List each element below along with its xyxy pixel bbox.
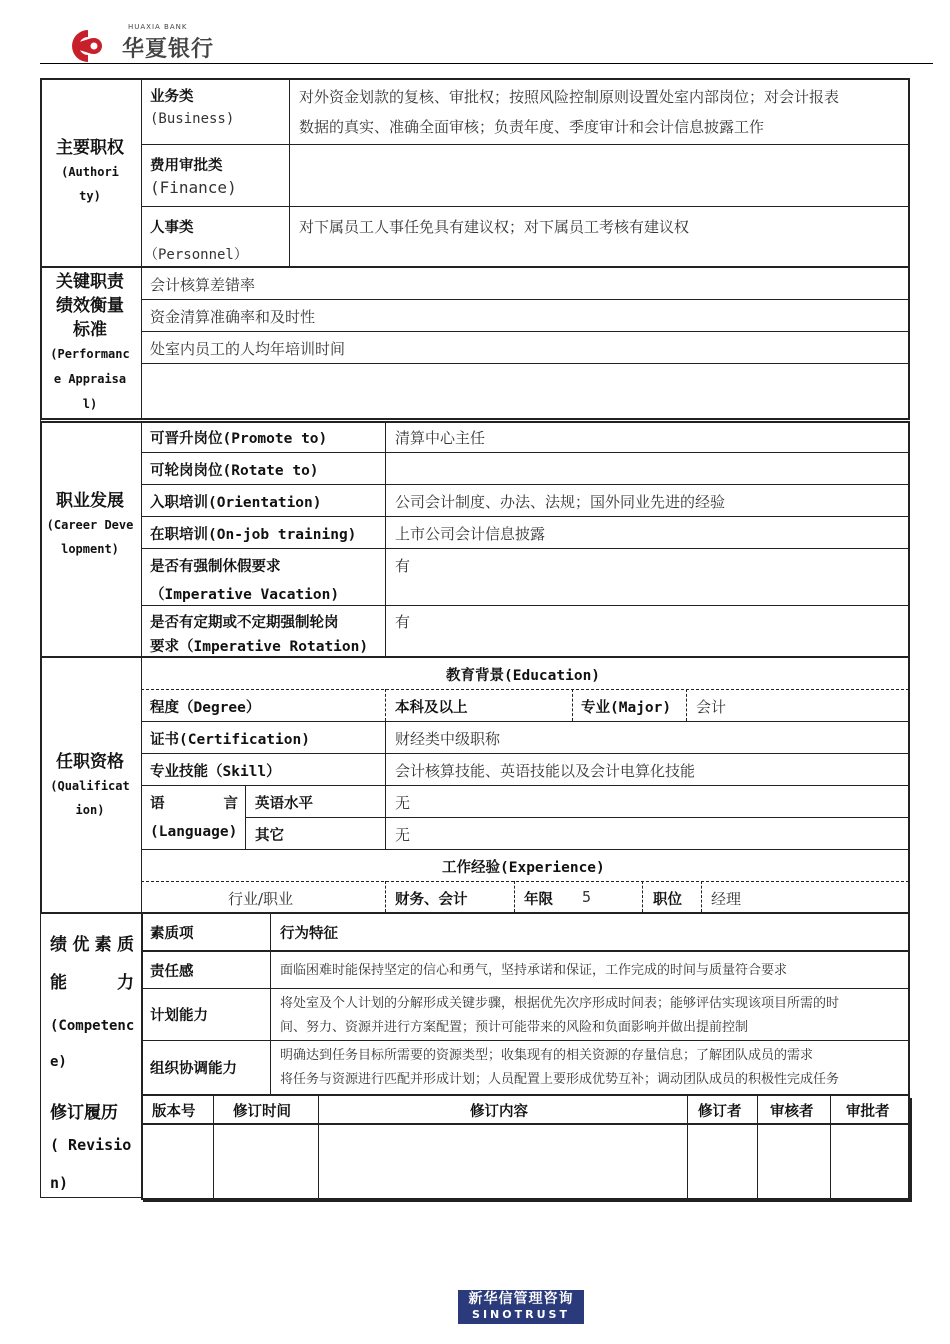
skill-label: 专业技能（Skill） — [150, 764, 281, 780]
sinotrust-logo — [458, 1290, 584, 1324]
bank-logo — [70, 23, 240, 66]
kpi-item: 会计核算差错率 — [150, 276, 256, 294]
competency-label-2: 能 力 — [50, 973, 134, 993]
degree-value: 本科及以上 — [395, 700, 468, 716]
kpi-item: 资金清算准确率和及时性 — [150, 308, 316, 326]
competency-label-en: (Competence) — [50, 1018, 135, 1070]
revision-col-content: 修订内容 — [470, 1104, 528, 1120]
vacation-value: 有 — [395, 557, 411, 575]
revision-col-reviser: 修订者 — [698, 1104, 742, 1120]
vacation-label: 是否有强制休假要求 — [150, 559, 281, 575]
orientation-value: 公司会计制度、办法、法规；国外同业先进的经验 — [395, 493, 726, 511]
kpi-item: 处室内员工的人均年培训时间 — [150, 340, 346, 358]
personnel-category: 人事类 — [150, 220, 194, 236]
bank-name-en: HUAXIA BANK — [128, 23, 188, 31]
business-category-en: (Business) — [150, 111, 235, 127]
rotation-label: 是否有定期或不定期强制轮岗 — [150, 615, 339, 631]
certification-value: 财经类中级职称 — [395, 730, 501, 748]
certification-label: 证书(Certification) — [150, 732, 310, 748]
huaxia-bank-icon — [70, 26, 116, 66]
authority-section — [40, 78, 910, 268]
revision-label-en: ( Revision) — [50, 1136, 132, 1192]
competency-behavior: 将处室及个人计划的分解形成关键步骤，根据优先次序形成时间表；能够评估实现该项目所需的时 — [280, 996, 840, 1011]
bank-name: 华夏银行 — [122, 37, 215, 62]
kpi-section — [40, 268, 910, 420]
revision-col-time: 修订时间 — [233, 1104, 291, 1120]
revision-col-reviewer: 审核者 — [770, 1104, 814, 1120]
vacation-label-en: （Imperative Vacation) — [150, 587, 340, 603]
degree-label: 程度（Degree） — [150, 700, 261, 716]
revision-col-version: 版本号 — [152, 1104, 196, 1120]
years-label: 年限 — [524, 892, 553, 908]
qualification-label: 任职资格 (Qualification) — [50, 752, 130, 817]
onjob-training-label: 在职培训(On-job training) — [150, 527, 357, 543]
major-value: 会计 — [696, 698, 727, 716]
promote-to-label: 可晋升岗位(Promote to) — [150, 431, 328, 447]
kpi-label: 关键职责绩效衡量标准 (Performance Appraisal) — [50, 272, 130, 411]
footer-company-en: SINOTRUST — [472, 1308, 570, 1321]
industry-value: 财务、会计 — [395, 892, 468, 908]
promote-to-value: 清算中心主任 — [395, 429, 486, 447]
business-desc-line1: 对外资金划款的复核、审批权；按照风险控制原则设置处室内部岗位；对会计报表 — [299, 88, 840, 106]
years-value: 5 — [582, 888, 592, 906]
english-level-label: 英语水平 — [255, 796, 313, 812]
competency-item: 组织协调能力 — [150, 1061, 237, 1077]
qualification-section — [40, 658, 910, 914]
competency-item-header: 素质项 — [150, 926, 194, 942]
orientation-label: 入职培训(Orientation) — [150, 495, 322, 511]
major-label: 专业(Major) — [581, 700, 672, 716]
career-section — [40, 421, 910, 658]
competency-behavior: 面临困难时能保持坚定的信心和勇气，坚持承诺和保证，工作完成的时间与质量符合要求 — [280, 963, 788, 978]
business-category: 业务类 — [150, 89, 194, 105]
onjob-training-value: 上市公司会计信息披露 — [395, 525, 546, 543]
competency-behavior: 间、努力、资源并进行方案配置；预计可能带来的风险和负面影响并做出提前控制 — [280, 1020, 749, 1035]
competency-item: 计划能力 — [150, 1008, 208, 1024]
personnel-category-en: （Personnel） — [144, 247, 248, 263]
rotation-value: 有 — [395, 613, 411, 631]
industry-label: 行业/职业 — [228, 890, 294, 908]
authority-label: 主要职权 (Authority) — [56, 138, 124, 203]
language-label-en: (Language) — [150, 824, 238, 840]
english-level-value: 无 — [395, 794, 411, 812]
competency-behavior-header: 行为特征 — [280, 926, 338, 942]
skill-value: 会计核算技能、英语技能以及会计电算化技能 — [395, 762, 696, 780]
competency-label-1: 绩优素质 — [50, 935, 134, 955]
other-language-value: 无 — [395, 826, 411, 844]
education-title: 教育背景(Education) — [446, 668, 601, 684]
revision-section — [40, 1096, 910, 1202]
competency-behavior: 将任务与资源进行匹配并形成计划；人员配置上要形成优势互补；调动团队成员的积极性完成任务 — [280, 1072, 840, 1087]
header-rule — [40, 63, 933, 64]
competency-section — [40, 914, 910, 1096]
competency-behavior: 明确达到任务目标所需要的资源类型；收集现有的相关资源的存量信息；了解团队成员的需求 — [280, 1048, 814, 1063]
competency-item: 责任感 — [150, 964, 194, 980]
business-desc-line2: 数据的真实、准确全面审核；负责年度、季度审计和会计信息披露工作 — [299, 118, 765, 136]
personnel-desc: 对下属员工人事任免具有建议权；对下属员工考核有建议权 — [299, 218, 690, 236]
revision-label: 修订履历 — [50, 1103, 118, 1123]
rotation-label-en: 要求（Imperative Rotation) — [150, 639, 369, 655]
position-label: 职位 — [653, 892, 682, 908]
position-value: 经理 — [711, 890, 742, 908]
rotate-to-label: 可轮岗岗位(Rotate to) — [150, 463, 319, 479]
career-label: 职业发展 (Career Development) — [46, 491, 134, 556]
language-label: 语 言 — [150, 796, 238, 812]
footer-company-cn: 新华信管理咨询 — [468, 1291, 574, 1307]
revision-col-approver: 审批者 — [846, 1104, 890, 1120]
finance-category-en: (Finance) — [150, 178, 237, 197]
experience-title: 工作经验(Experience) — [442, 860, 605, 876]
finance-category: 费用审批类 — [150, 158, 223, 174]
other-language-label: 其它 — [255, 828, 284, 844]
